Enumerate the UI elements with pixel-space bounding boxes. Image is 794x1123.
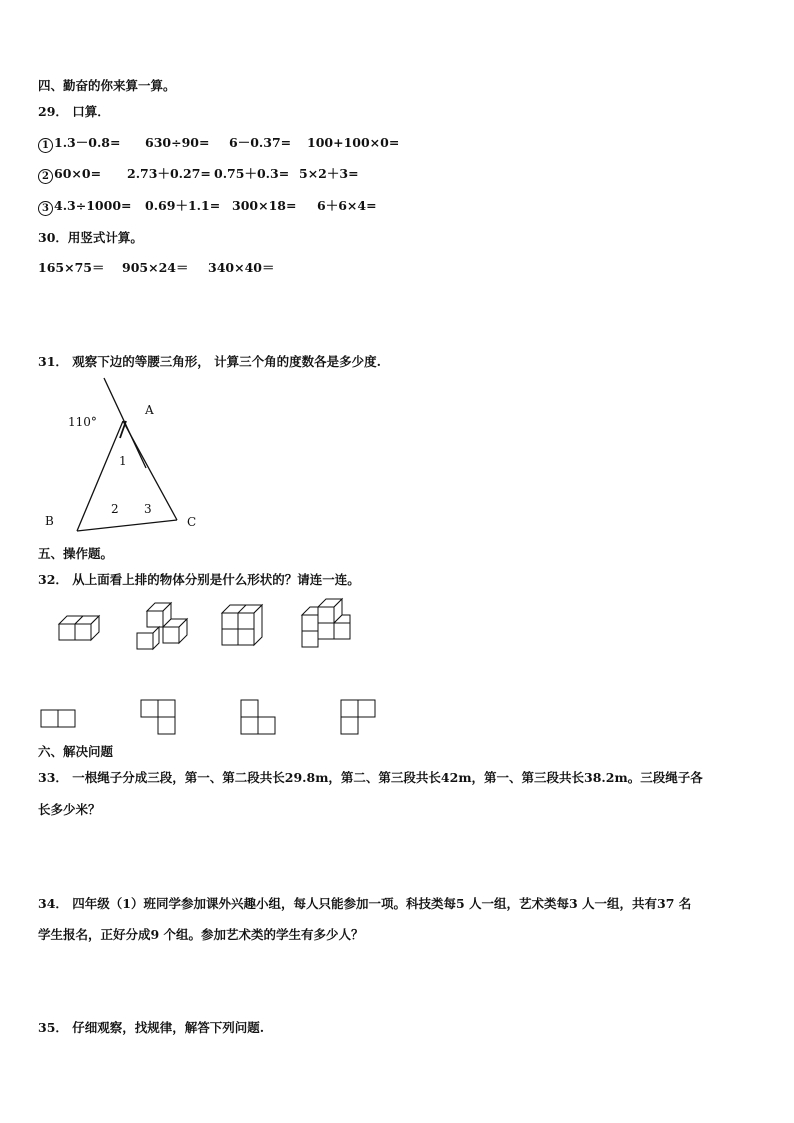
section-5-title: 五、操作题。 <box>38 546 114 561</box>
q29-row2-item-1: 60×0= <box>54 166 102 181</box>
q29-row-3 <box>38 198 377 216</box>
q29-row1-item-3: 6－0.37= <box>229 135 292 150</box>
q29-heading: 29． 口算． <box>38 104 110 119</box>
circled-number-1: 1 <box>38 138 53 153</box>
q31-heading: 31． 观察下边的等腰三角形， 计算三个角的度数各是多少度. <box>38 354 381 369</box>
q30-item-1: 165×75＝ <box>38 260 105 275</box>
q30-item-2: 905×24＝ <box>122 260 189 275</box>
cube-figure-2 <box>133 603 193 653</box>
q30-heading: 30．用竖式计算。 <box>38 230 143 245</box>
angle-110-label: 110° <box>68 415 97 429</box>
q29-row3-item-3: 300×18= <box>232 198 297 213</box>
q29-row2-item-4: 5×2＋3= <box>299 166 359 181</box>
q30-item-3: 340×40＝ <box>208 260 275 275</box>
angle-2-label: 2 <box>111 502 119 516</box>
q34-text-line-2: 学生报名，正好分成9 个组。参加艺术类的学生有多少人？ <box>38 927 364 942</box>
q33-text-line-2: 长多少米？ <box>38 802 101 817</box>
circled-number-3: 3 <box>38 201 53 216</box>
angle-1-label: 1 <box>119 454 127 468</box>
q29-row1-item-1: 1.3－0.8= <box>54 135 121 150</box>
q35-heading: 35． 仔细观察，找规律，解答下列问题. <box>38 1020 265 1035</box>
section-6-title: 六、解决问题 <box>38 744 114 759</box>
q33-text-line-1: 33． 一根绳子分成三段，第一、第二段共长29.8m，第二、第三段共长42m，第一、第三段共长38.2m。三段绳子各 <box>38 770 703 785</box>
q29-row-2 <box>38 166 359 184</box>
side-bc <box>77 520 177 531</box>
isosceles-triangle-figure <box>40 378 210 538</box>
section-4-title: 四、勤奋的你来算一算。 <box>38 78 176 93</box>
q34-text-line-1: 34． 四年级（1）班同学参加课外兴趣小组，每人只能参加一项。科技类每5 人一组，艺术类每3 人一组，共有37 名 <box>38 896 692 911</box>
vertex-c-label: C <box>187 515 197 529</box>
q29-row1-item-2: 630÷90= <box>145 135 210 150</box>
circled-number-2: 2 <box>38 169 53 184</box>
top-view-shape-1 <box>40 708 80 730</box>
angle-arc-a <box>120 421 126 438</box>
q30-items <box>38 260 274 276</box>
q29-row3-item-2: 0.69＋1.1= <box>145 198 221 213</box>
q29-row1-item-4: 100+100×0= <box>307 135 400 150</box>
angle-3-label: 3 <box>144 502 152 516</box>
q29-row2-item-2: 2.73＋0.27= <box>127 166 211 181</box>
cube-figure-1 <box>55 600 105 650</box>
top-view-shape-2 <box>140 698 180 738</box>
q29-row2-item-3: 0.75＋0.3= <box>214 166 290 181</box>
q32-heading: 32． 从上面看上排的物体分别是什么形状的？请连一连。 <box>38 572 360 587</box>
q29-row3-item-4: 6＋6×4= <box>317 198 377 213</box>
q29-row3-item-1: 4.3÷1000= <box>54 198 132 213</box>
cube-figure-3 <box>220 603 270 653</box>
vertex-b-label: B <box>45 514 54 528</box>
q29-row-1 <box>38 135 399 153</box>
top-view-shape-4 <box>340 698 380 738</box>
vertex-a-label: A <box>145 403 154 417</box>
top-view-shape-3 <box>240 698 280 738</box>
cube-figure-4 <box>298 597 358 652</box>
